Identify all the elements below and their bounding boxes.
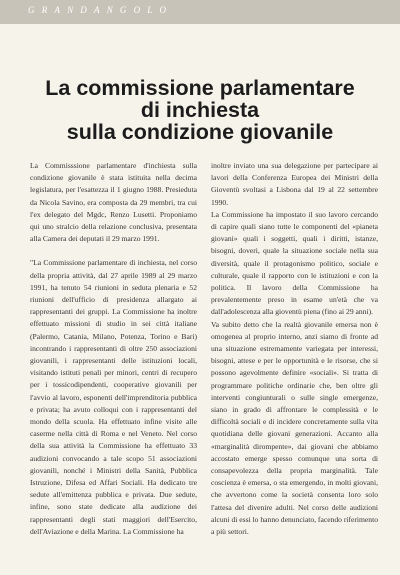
- article-title-line-3: sulla condizione giovanile: [66, 120, 334, 144]
- left-column: [30, 160, 197, 538]
- intro-paragraph: La Commisssione parlamentare d'inchiesta sulla condizione giovanile è stata istituita nella decima legislatura, per l'esattezza il 1 giugno 1988. Presieduta da Nicola Savino, era composta da 29 membri, tra cui l'ex delegato del Mgdc, Renzo Lusetti. Proponiamo qui uno stralcio della relazione conclusiva, presentata alla Camera dei deputati il 29 marzo 1991.: [30, 161, 197, 244]
- body-paragraph: La Commissione ha impostato il suo lavoro cercando di capire quali siano tutte le componenti del «pianeta giovani» quali i soggetti, quali i diritti, istanze, bisogni, doveri, quale la situazione sociale nella sua diversità, quale il protagonismo politico, sociale e culturale, quale il rapporto con le istituzioni e con la politica. Il lavoro della Commissione ha prevalentemente preso in esame un'età che va dall'adolescenza alla gioventù piena (fino ai 29 anni).: [211, 209, 378, 317]
- article-title-line-2: di inchiesta: [140, 98, 260, 122]
- header-bar: [0, 0, 400, 24]
- section-label: GRANDANGOLO: [28, 5, 174, 15]
- right-column: [211, 160, 378, 538]
- body-paragraph: inoltre inviato una sua delegazione per partecipare ai lavori della Conferenza Europea dei Ministri della Gioventù svoltasi a Lisbona dal 19 al 22 settembre 1990.: [211, 161, 378, 207]
- body-paragraph: Va subito detto che la realtà giovanile emersa non è omogenea al proprio interno, anzi siamo di fronte ad una situazione estremamente variegata per interessi, bisogni, attese e per le opportunità e le risorse, che si possono agevolmente definire «sociali». Si tratta di programmare politiche ordinarie che, ben oltre gli interventi congiunturali o sulle single emergenze, siano in grado di affrontare le complessità e le difficoltà sociali e di incidere concretamente sulla vita quotidiana delle giovani generazioni. Accanto alla «marginalità dirompente», dai giovani che abbiamo accostato emerge spesso comunque una sorta di consapevolezza della propria marginalità. Tale coscienza è emersa, o sta emergendo, in molti giovani, che avvertono come la società consenta loro solo l'attesa del divenire adulti. Nel corso delle audizioni alcuni di essi lo hanno denunciato, facendo riferimento a più settori.: [211, 319, 379, 537]
- body-paragraph: "La Commissione parlamentare di inchiesta, nel corso della propria attività, dal 27 aprile 1989 al 29 marzo 1991, ha tenuto 54 riunioni in seduta plenaria e 52 riunioni dell'ufficio di presidenza allargato ai rappresentanti dei gruppi. La Commissione ha inoltre effettuato missioni di studio in sei città italiane (Palermo, Catania, Milano, Potenza, Torino e Bari) incontrando i rappresentanti di oltre 250 associazioni giovanili, i rappresentanti delle istituzioni locali, visitando istituti penali per minori, centri di recupero per i tossicodipendenti, cooperative giovanili per l'avvio al lavoro, esponenti dell'imprenditoria pubblica e privata; ha avuto colloqui con i rappresentanti del mondo della scuola. Ha effettuato infine visite alle caserme nella città di Roma e nel Veneto. Nel corso della sua attività la Commissione ha effettuato 33 audizioni convocando a tale scopo 51 associazioni giovanili, nonché i Ministri della Sanità, Pubblica Istruzione, Difesa ed Affari Sociali. Ha dedicato tre sedute all'emittenza pubblica e privata. Due sedute, infine, sono state dedicate alla audizione dei rappresentanti degli stati maggiori dell'Esercito, dell'Aviazione e della Marina. La Commissione ha: [30, 258, 197, 536]
- article-title-line-1: La commissione parlamentare: [45, 76, 355, 100]
- article-title: [0, 77, 400, 143]
